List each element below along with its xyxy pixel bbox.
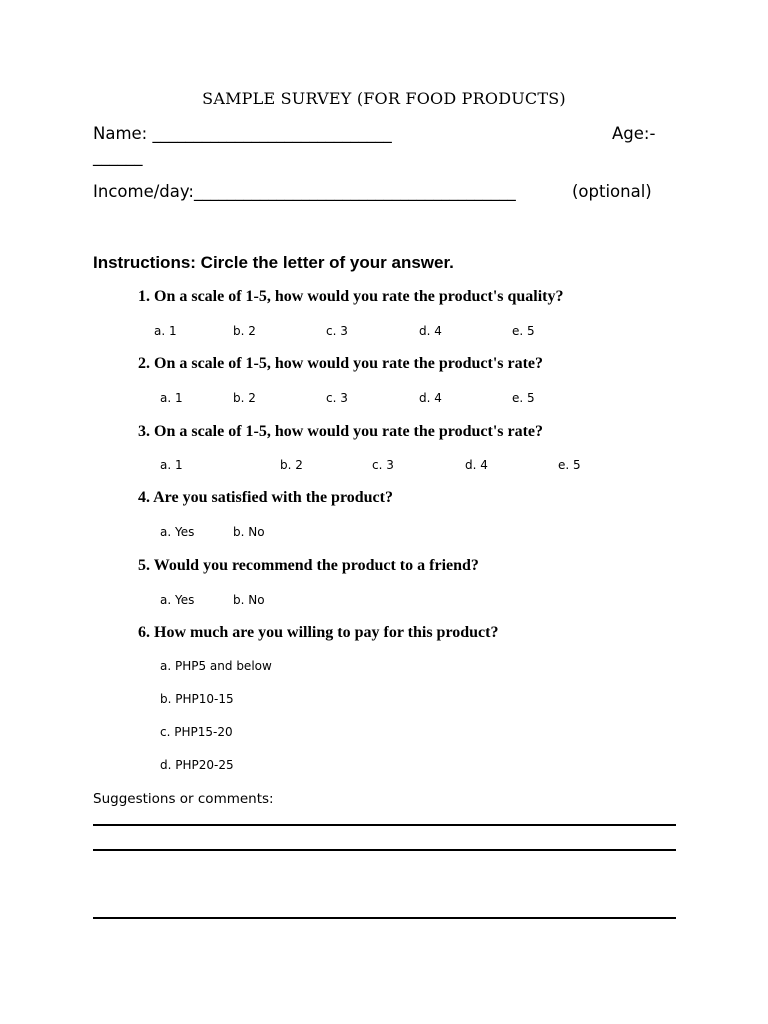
question-1-option-a[interactable]: a. 1 (154, 324, 177, 338)
question-2-option-a[interactable]: a. 1 (160, 391, 183, 405)
question-2-option-c[interactable]: c. 3 (326, 391, 348, 405)
age-label: Age:- (612, 124, 656, 143)
suggestions-label: Suggestions or comments: (93, 791, 274, 807)
question-2-option-e[interactable]: e. 5 (512, 391, 535, 405)
question-1-option-b[interactable]: b. 2 (233, 324, 256, 338)
income-field[interactable]: Income/day:_______________________________________ (93, 182, 516, 201)
question-3-option-a[interactable]: a. 1 (160, 458, 183, 472)
question-2-option-d[interactable]: d. 4 (419, 391, 442, 405)
question-5-option-a[interactable]: a. Yes (160, 593, 195, 607)
question-3-option-d[interactable]: d. 4 (465, 458, 488, 472)
question-1-option-d[interactable]: d. 4 (419, 324, 442, 338)
question-6-option-d[interactable]: d. PHP20-25 (160, 758, 234, 772)
question-4: 4. Are you satisfied with the product? (138, 489, 393, 506)
question-6-option-b[interactable]: b. PHP10-15 (160, 692, 234, 706)
question-1-option-c[interactable]: c. 3 (326, 324, 348, 338)
name-field[interactable]: Name: _____________________________ (93, 124, 392, 143)
comment-line-1[interactable] (93, 824, 676, 826)
question-6-option-c[interactable]: c. PHP15-20 (160, 725, 233, 739)
age-field[interactable]: ______ (93, 147, 143, 166)
question-6: 6. How much are you willing to pay for this product? (138, 624, 499, 641)
question-6-option-a[interactable]: a. PHP5 and below (160, 659, 272, 673)
question-3-option-c[interactable]: c. 3 (372, 458, 394, 472)
question-2: 2. On a scale of 1-5, how would you rate the product's rate? (138, 355, 544, 372)
question-4-option-a[interactable]: a. Yes (160, 525, 195, 539)
survey-title: SAMPLE SURVEY (FOR FOOD PRODUCTS) (202, 89, 566, 108)
question-3-option-b[interactable]: b. 2 (280, 458, 303, 472)
income-optional-note: (optional) (572, 182, 652, 201)
comment-line-2[interactable] (93, 849, 676, 851)
question-5: 5. Would you recommend the product to a friend? (138, 557, 479, 574)
comment-line-3[interactable] (93, 917, 676, 919)
question-1: 1. On a scale of 1-5, how would you rate the product's quality? (138, 288, 564, 305)
question-3-option-e[interactable]: e. 5 (558, 458, 581, 472)
question-3: 3. On a scale of 1-5, how would you rate the product's rate? (138, 423, 544, 440)
question-2-option-b[interactable]: b. 2 (233, 391, 256, 405)
question-5-option-b[interactable]: b. No (233, 593, 265, 607)
question-1-option-e[interactable]: e. 5 (512, 324, 535, 338)
instructions: Instructions: Circle the letter of your answer. (93, 253, 454, 272)
question-4-option-b[interactable]: b. No (233, 525, 265, 539)
